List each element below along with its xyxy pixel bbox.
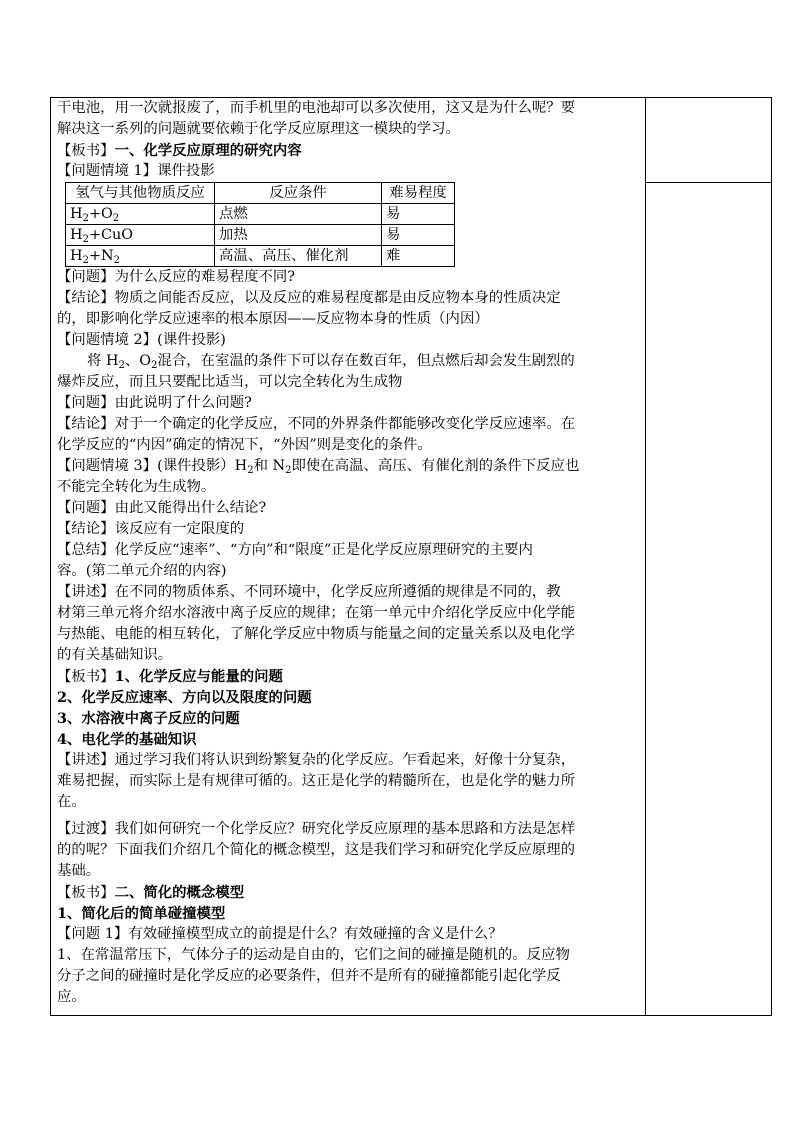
- table-header-cell: 反应条件: [215, 183, 382, 204]
- paragraph-line: 与热能、电能的相互转化，了解化学反应中物质与能量之间的定量关系以及电化学: [57, 626, 576, 642]
- paragraph-line: 在。: [57, 794, 86, 810]
- board-item: 2、化学反应速率、方向以及限度的问题: [57, 689, 312, 706]
- paragraph-line: 爆炸反应，而且只要配比适当，可以完全转化为生成物: [57, 374, 403, 390]
- question-line: 【问题】为什么反应的难易程度不同?: [57, 269, 295, 285]
- paragraph-line: 解决这一系列的问题就要依赖于化学反应原理这一模块的学习。: [57, 121, 460, 137]
- table-header-cell: 难易程度: [382, 183, 455, 204]
- table-cell: 难: [382, 246, 455, 267]
- board-heading: 【板书】一、化学反应原理的研究内容: [57, 142, 302, 159]
- question-line: 【问题】由此说明了什么问题?: [57, 395, 252, 411]
- paragraph-line: 难易把握，而实际上是有规律可循的。这正是化学的精髓所在，也是化学的魅力所: [57, 773, 576, 789]
- paragraph-line: 化学反应的“内因”确定的情况下，“外因”则是变化的条件。: [57, 437, 432, 453]
- board-item: 3、水溶液中离子反应的问题: [57, 710, 240, 727]
- board-heading: 【板书】1、化学反应与能量的问题: [57, 668, 283, 685]
- paragraph-line: 分子之间的碰撞时是化学反应的必要条件，但并不是所有的碰撞都能引起化学反: [57, 968, 561, 984]
- table-cell: 加热: [215, 225, 382, 246]
- table-header-cell: 氢气与其他物质反应: [66, 183, 215, 204]
- summary-line: 【总结】化学反应“速率”、“方向”和“限度”正是化学反应原理研究的主要内: [57, 542, 533, 558]
- section-heading: 1、简化后的简单碰撞模型: [57, 905, 226, 922]
- paragraph-line: 的有关基础知识。: [57, 647, 173, 663]
- paragraph-line: 不能完全转化为生成物。: [57, 479, 216, 495]
- question-line: 【问题】由此又能得出什么结论?: [57, 500, 267, 516]
- paragraph-line: 基础。: [57, 863, 101, 879]
- paragraph-line: 的，即影响化学反应速率的根本原因——反应物本身的性质（内因）: [57, 311, 489, 327]
- column-divider: [645, 98, 646, 1015]
- conclusion-line: 【结论】该反应有一定限度的: [57, 521, 245, 537]
- paragraph-line: 将 $H_2$、$O_2$混合，在室温的条件下可以存在数百年，但点燃后却会发生剧烈的: [87, 353, 575, 371]
- conclusion-line: 【结论】对于一个确定的化学反应，不同的外界条件都能够改变化学反应速率。在: [57, 416, 576, 432]
- table-cell: 高温、高压、催化剂: [215, 246, 382, 267]
- table-cell: 点燃: [215, 204, 382, 225]
- paragraph-line: 应。: [57, 989, 86, 1005]
- table-row: [66, 246, 455, 267]
- board-item: 4、电化学的基础知识: [57, 731, 197, 748]
- paragraph-line: 干电池，用一次就报废了，而手机里的电池却可以多次使用，这又是为什么呢？要: [57, 100, 576, 116]
- question-line: 【问题 1】有效碰撞模型成立的前提是什么？有效碰撞的含义是什么？: [57, 926, 503, 942]
- situation-heading: 【问题情境 3】(课件投影）$H_2$和 $N_2$即使在高温、高压、有催化剂的条件下反应也: [57, 458, 580, 476]
- table-cell: 易: [382, 225, 455, 246]
- table-cell: $H_2+O_2$: [66, 204, 215, 225]
- reaction-table: [65, 182, 455, 267]
- paragraph-line: 1、在常温常压下，气体分子的运动是自由的，它们之间的碰撞是随机的。反应物: [57, 947, 570, 963]
- table-cell: 易: [382, 204, 455, 225]
- right-column-row-divider: [645, 182, 771, 183]
- table-row: [66, 225, 455, 246]
- lecture-line: 【讲述】通过学习我们将认识到纷繁复杂的化学反应。乍看起来，好像十分复杂，: [57, 752, 576, 768]
- transition-line: 【过渡】我们如何研究一个化学反应？研究化学反应原理的基本思路和方法是怎样: [57, 821, 576, 837]
- situation-heading: 【问题情境 2】(课件投影): [57, 332, 226, 348]
- paragraph-line: 容。(第二单元介绍的内容): [57, 563, 227, 579]
- table-header-row: [66, 183, 455, 204]
- lesson-content: [57, 98, 641, 1008]
- table-cell: $H_2+CuO$: [66, 225, 215, 246]
- table-row: [66, 204, 455, 225]
- table-cell: $H_2+N_2$: [66, 246, 215, 267]
- paragraph-line: 的的呢？下面我们介绍几个简化的概念模型，这是我们学习和研究化学反应原理的: [57, 842, 576, 858]
- board-heading: 【板书】二、简化的概念模型: [57, 884, 245, 901]
- conclusion-line: 【结论】物质之间能否反应，以及反应的难易程度都是由反应物本身的性质决定: [57, 290, 561, 306]
- lecture-line: 【讲述】在不同的物质体系、不同环境中，化学反应所遵循的规律是不同的，教: [57, 584, 561, 600]
- situation-heading: 【问题情境 1】课件投影: [57, 163, 215, 179]
- lesson-plan-table: [50, 97, 772, 1016]
- paragraph-line: 材第三单元将介绍水溶液中离子反应的规律；在第一单元中介绍化学反应中化学能: [57, 605, 576, 621]
